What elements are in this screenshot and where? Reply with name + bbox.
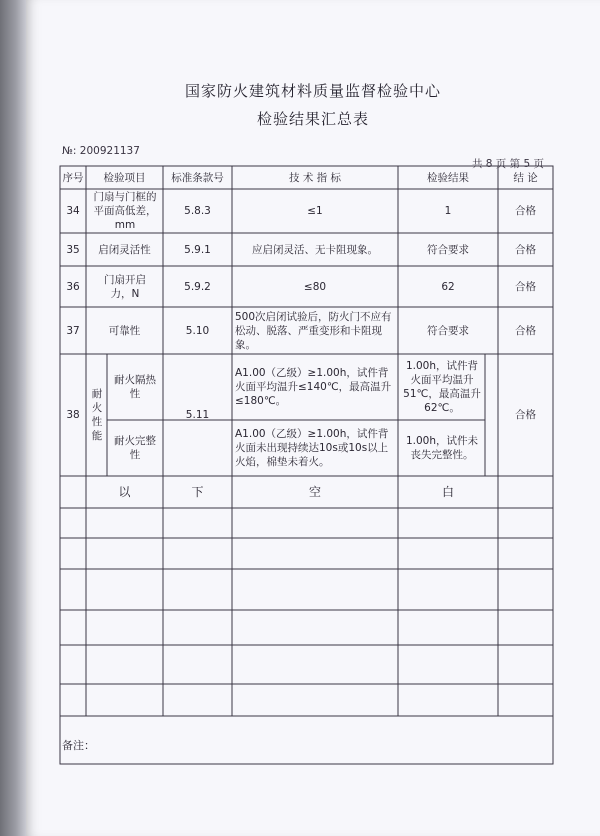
row-35-no: 35: [66, 243, 80, 256]
document-title: 检验结果汇总表: [256, 110, 369, 128]
row-38-clause: 5.11: [185, 409, 210, 421]
blank-marker-2: 下: [191, 485, 204, 499]
header-conclusion: 结 论: [513, 171, 538, 184]
row-35-conclusion: 合格: [515, 243, 536, 256]
row-35-spec: 应启闭灵活、无卡阻现象。: [252, 243, 378, 256]
header-spec: 技 术 指 标: [288, 171, 341, 184]
row-37-item: 可靠性: [108, 324, 141, 337]
header-clause: 标准条款号: [171, 171, 224, 184]
row-35-clause: 5.9.1: [184, 243, 211, 256]
row-38-sub-1-item: 耐火隔热性: [114, 374, 156, 400]
row-37-conclusion: 合格: [515, 324, 536, 337]
report-number: №: 200921137: [62, 145, 140, 157]
row-34-no: 34: [66, 205, 80, 217]
row-38-no: 38: [66, 409, 80, 421]
row-38-conclusion: 合格: [515, 409, 536, 421]
row-34-clause: 5.8.3: [184, 205, 211, 217]
header-result: 检验结果: [427, 171, 469, 184]
row-38-sub-2-item: 耐火完整性: [114, 435, 156, 461]
row-36-spec: ≤80: [303, 280, 327, 293]
remarks-label: 备注：: [62, 739, 95, 752]
row-35-result: 符合要求: [427, 243, 469, 256]
blank-marker-3: 空: [308, 485, 321, 499]
blank-marker-4: 白: [441, 485, 454, 499]
page-indicator: 共 8 页 第 5 页: [471, 158, 544, 170]
header-no: 序号: [62, 171, 84, 184]
blank-marker-1: 以: [118, 485, 131, 499]
row-38-sub-2-result: 1.00h，试件未丧失完整性。: [405, 435, 479, 461]
row-36-clause: 5.9.2: [184, 280, 211, 293]
row-36-item: 门扇开启力，N: [104, 273, 146, 300]
row-35-item: 启闭灵活性: [98, 243, 151, 256]
row-36-no: 36: [66, 280, 80, 293]
row-34-conclusion: 合格: [515, 205, 536, 217]
row-34-item: 门扇与门框的平面高低差，mm: [93, 191, 157, 231]
row-37-clause: 5.10: [185, 324, 210, 337]
row-38-sub-2-spec: A1.00（乙级）≥1.00h，试件背火面未出现持续达10s或10s以上火焰，棉垫未着火。: [235, 428, 389, 468]
row-34-spec: ≤1: [307, 205, 323, 217]
row-38-sub-1-result: 1.00h，试件背火面平均温升51℃，最高温升62℃。: [403, 360, 481, 414]
organization-title: 国家防火建筑材料质量监督检验中心: [184, 82, 441, 100]
row-37-spec: 500次启闭试验后，防火门不应有松动、脱落、严重变形和卡阻现象。: [235, 310, 392, 351]
row-37-result: 符合要求: [427, 324, 469, 337]
row-38-group: 耐火性能: [91, 388, 103, 442]
header-item: 检验项目: [103, 171, 146, 184]
row-38-sub-1-spec: A1.00（乙级）≥1.00h，试件背火面平均温升≤140℃，最高温升≤180℃。: [235, 367, 392, 407]
row-34-result: 1: [444, 205, 452, 217]
row-37-no: 37: [66, 324, 80, 337]
row-36-result: 62: [441, 280, 455, 293]
row-36-conclusion: 合格: [515, 280, 536, 293]
